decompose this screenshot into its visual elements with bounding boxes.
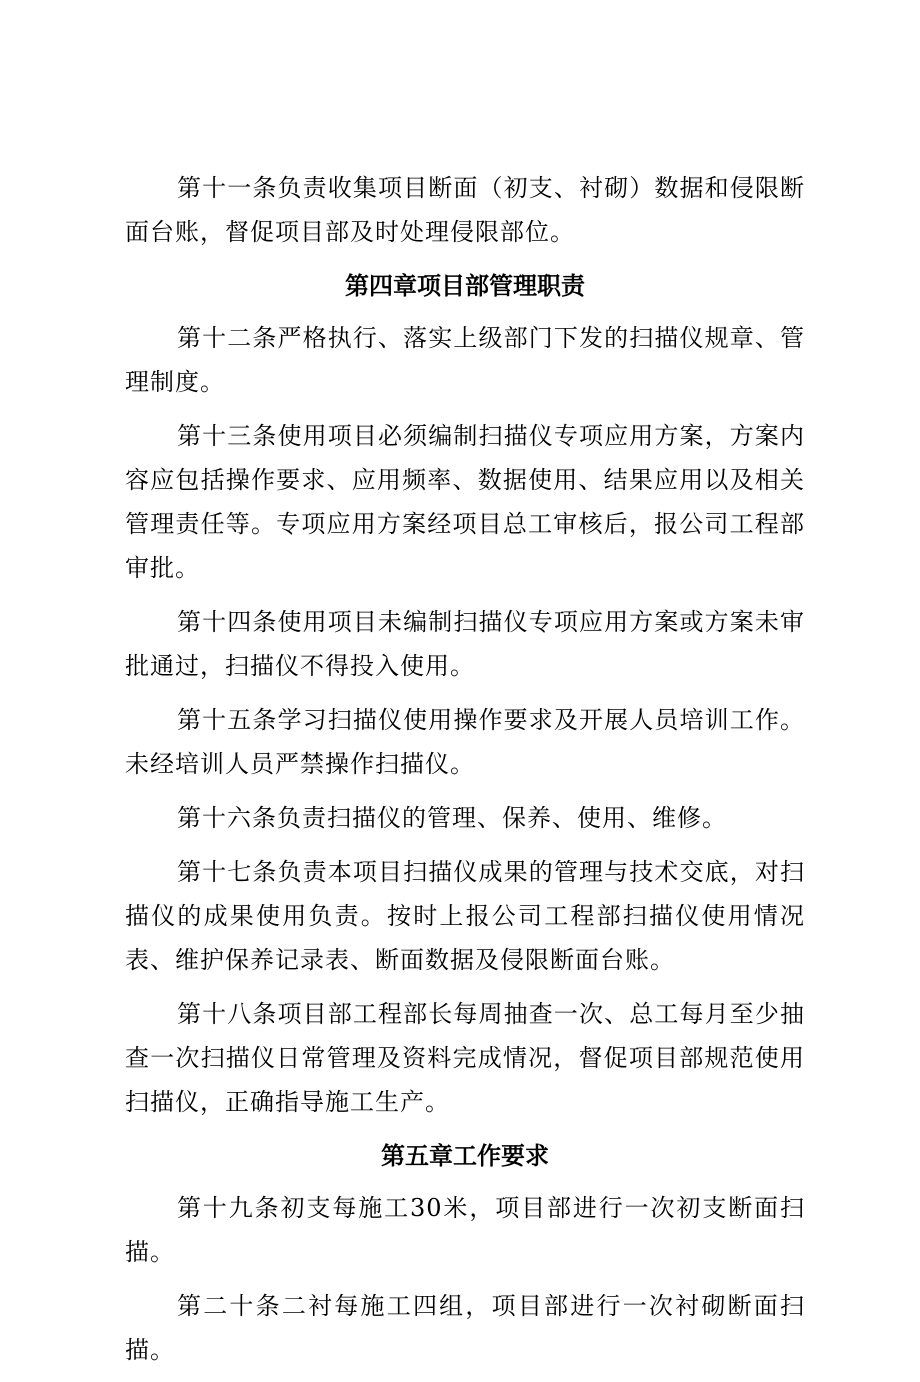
article-14: 第十四条使用项目未编制扫描仪专项应用方案或方案未审批通过，扫描仪不得投入使用。 — [125, 608, 805, 680]
article-19: 第十九条初支每施工30米，项目部进行一次初支断面扫描。 — [125, 1194, 805, 1266]
article-17: 第十七条负责本项目扫描仪成果的管理与技术交底，对扫描仪的成果使用负责。按时上报公司工程部扫描仪使用情况表、维护保养记录表、断面数据及侵限断面台账。 — [125, 858, 805, 974]
article-12: 第十二条严格执行、落实上级部门下发的扫描仪规章、管理制度。 — [125, 324, 805, 396]
article-18: 第十八条项目部工程部长每周抽查一次、总工每月至少抽查一次扫描仪日常管理及资料完成情况，督促项目部规范使用扫描仪，正确指导施工生产。 — [125, 1000, 805, 1116]
document-body — [125, 166, 805, 1382]
article-16: 第十六条负责扫描仪的管理、保养、使用、维修。 — [177, 804, 727, 832]
article-15: 第十五条学习扫描仪使用操作要求及开展人员培训工作。未经培训人员严禁操作扫描仪。 — [125, 706, 805, 778]
chapter-5-heading: 第五章工作要求 — [381, 1142, 549, 1170]
article-20: 第二十条二衬每施工四组，项目部进行一次衬砌断面扫描。 — [125, 1292, 805, 1364]
chapter-4-heading: 第四章项目部管理职责 — [345, 272, 585, 300]
article-13: 第十三条使用项目必须编制扫描仪专项应用方案，方案内容应包括操作要求、应用频率、数据使用、结果应用以及相关管理责任等。专项应用方案经项目总工审核后，报公司工程部审批。 — [125, 422, 805, 582]
article-11: 第十一条负责收集项目断面（初支、衬砌）数据和侵限断面台账，督促项目部及时处理侵限部位。 — [125, 174, 805, 246]
